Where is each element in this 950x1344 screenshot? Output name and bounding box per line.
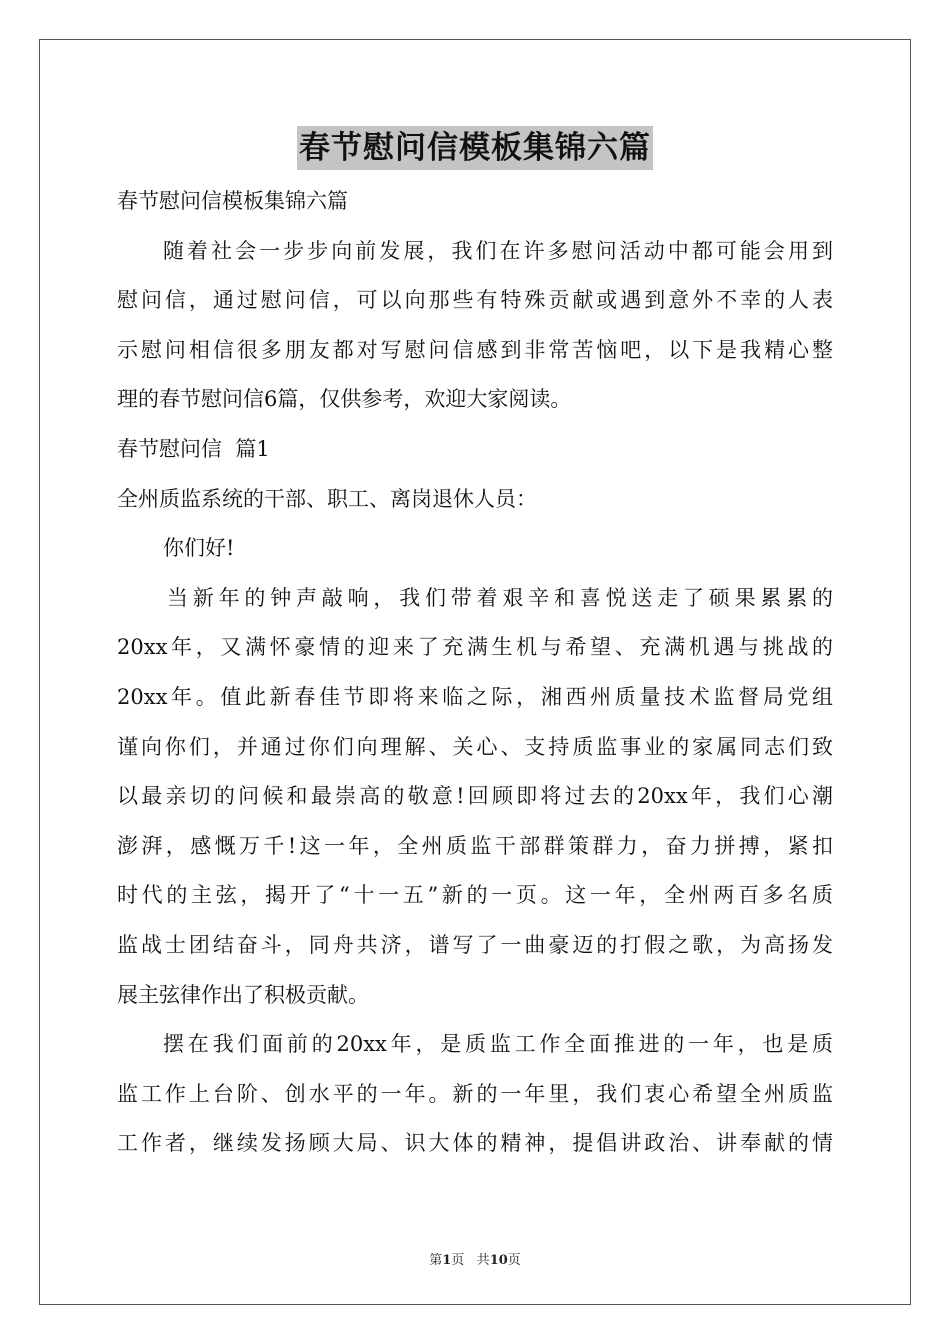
paragraph-line: 20xx年。值此新春佳节即将来临之际，湘西州质量技术监督局党组 — [117, 684, 833, 709]
total-pages: 10 — [489, 1253, 508, 1268]
page-footer — [0, 1249, 950, 1268]
section-heading: 春节慰问信 篇1 — [117, 436, 270, 461]
page-prefix: 第 — [429, 1253, 443, 1268]
body-paragraph-1 — [117, 574, 833, 1020]
document-title: 春节慰问信模板集锦六篇 — [297, 126, 653, 170]
paragraph-line: 当新年的钟声敲响，我们带着艰辛和喜悦送走了硕果累累的 — [167, 585, 833, 610]
paragraph-line: 以最亲切的问候和最崇高的敬意!回顾即将过去的20xx年，我们心潮 — [117, 784, 833, 809]
paragraph-line: 谨向你们，并通过你们向理解、关心、支持质监事业的家属同志们致 — [117, 734, 833, 759]
paragraph-line: 理的春节慰问信6篇，仅供参考，欢迎大家阅读。 — [117, 387, 572, 412]
intro-paragraph — [117, 227, 833, 425]
document-body — [117, 177, 833, 1169]
total-suffix: 页 — [507, 1253, 521, 1268]
paragraph-line: 监战士团结奋斗，同舟共济，谱写了一曲豪迈的打假之歌，为高扬发 — [117, 932, 833, 957]
page-suffix: 页 — [451, 1253, 465, 1268]
total-prefix: 共 — [476, 1253, 490, 1268]
body-paragraph-2 — [117, 1020, 833, 1169]
paragraph-line: 慰问信，通过慰问信，可以向那些有特殊贡献或遇到意外不幸的人表 — [117, 288, 833, 313]
paragraph-line: 监工作上台阶、创水平的一年。新的一年里，我们衷心希望全州质监 — [117, 1081, 833, 1106]
paragraph-line: 示慰问相信很多朋友都对写慰问信感到非常苦恼吧，以下是我精心整 — [117, 337, 833, 362]
paragraph-line: 时代的主弦，揭开了“十一五”新的一页。这一年，全州两百多名质 — [117, 883, 833, 908]
paragraph-line: 20xx年，又满怀豪情的迎来了充满生机与希望、充满机遇与挑战的 — [117, 635, 833, 660]
paragraph-line: 澎湃，感慨万千!这一年，全州质监干部群策群力，奋力拼搏，紧扣 — [117, 833, 833, 858]
document-subtitle: 春节慰问信模板集锦六篇 — [117, 189, 348, 213]
paragraph-line: 摆在我们面前的20xx年，是质监工作全面推进的一年，也是质 — [163, 1032, 833, 1057]
title-container — [0, 126, 950, 170]
page-number: 1 — [442, 1253, 452, 1268]
paragraph-line: 工作者，继续发扬顾大局、识大体的精神，提倡讲政治、讲奉献的情 — [117, 1131, 833, 1156]
greeting: 你们好! — [163, 536, 235, 561]
paragraph-line: 随着社会一步步向前发展，我们在许多慰问活动中都可能会用到 — [163, 238, 833, 263]
paragraph-line: 展主弦律作出了积极贡献。 — [117, 982, 369, 1007]
salutation: 全州质监系统的干部、职工、离岗退休人员： — [117, 486, 537, 511]
